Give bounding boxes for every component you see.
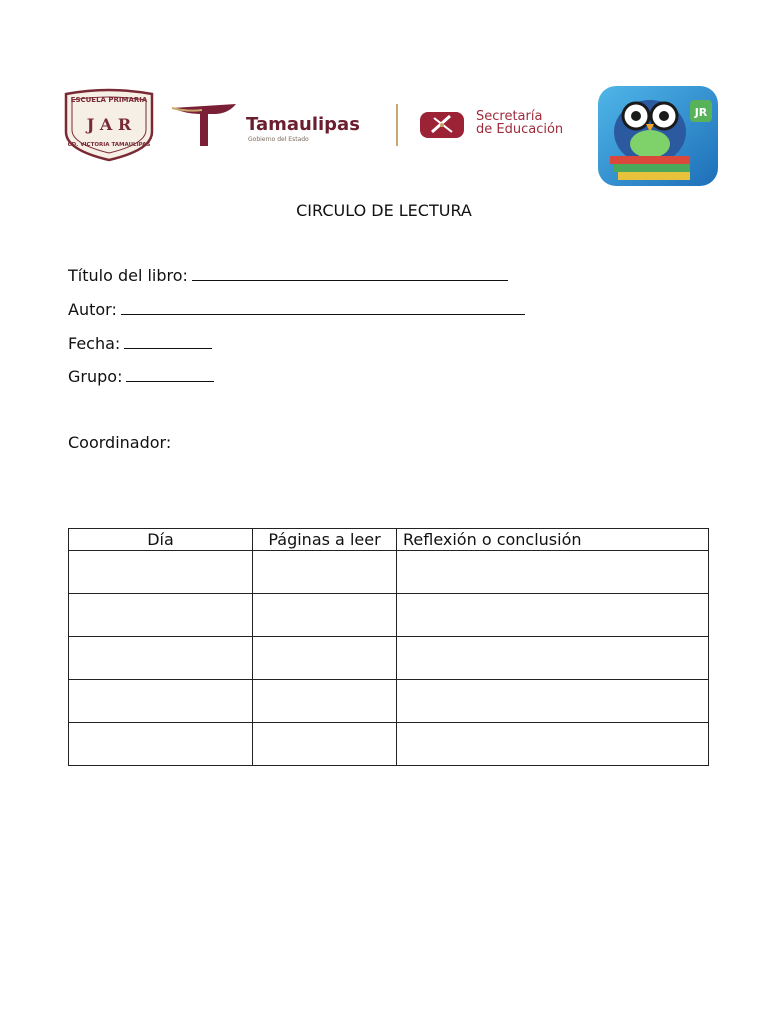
header-reflection: Reflexión o conclusión bbox=[397, 529, 709, 551]
cell-day[interactable] bbox=[69, 680, 253, 723]
table-row bbox=[69, 637, 709, 680]
field-author bbox=[68, 300, 525, 319]
field-author-label: Autor: bbox=[68, 300, 117, 319]
header-pages: Páginas a leer bbox=[253, 529, 397, 551]
secretaria-line2: de Educación bbox=[476, 122, 564, 137]
field-group bbox=[68, 367, 214, 386]
tamaulipas-logo bbox=[170, 100, 380, 150]
cell-reflection[interactable] bbox=[397, 594, 709, 637]
table-header-row bbox=[69, 529, 709, 551]
cell-pages[interactable] bbox=[253, 551, 397, 594]
cell-reflection[interactable] bbox=[397, 680, 709, 723]
cell-pages[interactable] bbox=[253, 594, 397, 637]
reading-schedule-table bbox=[68, 528, 709, 766]
owl-badge-text: JR bbox=[694, 106, 708, 119]
cell-day[interactable] bbox=[69, 594, 253, 637]
coordinator-label: Coordinador: bbox=[68, 433, 172, 452]
group-blank[interactable] bbox=[126, 367, 214, 382]
tamaulipas-subtitle: Gobierno del Estado bbox=[248, 136, 309, 143]
field-book-title bbox=[68, 266, 508, 285]
school-seal-top-text: ESCUELA PRIMARIA bbox=[70, 96, 148, 104]
table-row bbox=[69, 551, 709, 594]
cell-pages[interactable] bbox=[253, 723, 397, 766]
author-blank[interactable] bbox=[121, 300, 525, 315]
cell-pages[interactable] bbox=[253, 680, 397, 723]
field-book-title-label: Título del libro: bbox=[68, 266, 188, 285]
owl-reading-icon bbox=[594, 82, 722, 192]
cell-day[interactable] bbox=[69, 551, 253, 594]
school-seal-icon bbox=[62, 88, 156, 162]
field-date bbox=[68, 334, 212, 353]
secretaria-educacion-logo bbox=[418, 106, 598, 146]
cell-reflection[interactable] bbox=[397, 551, 709, 594]
document-title: CIRCULO DE LECTURA bbox=[296, 201, 472, 220]
tamaulipas-wordmark: Tamaulipas bbox=[246, 114, 360, 135]
book-title-blank[interactable] bbox=[192, 266, 508, 281]
school-seal-initials: J A R bbox=[86, 115, 132, 134]
field-group-label: Grupo: bbox=[68, 367, 123, 386]
table-row bbox=[69, 723, 709, 766]
cell-pages[interactable] bbox=[253, 637, 397, 680]
header-day: Día bbox=[69, 529, 253, 551]
pencil-ruler-icon bbox=[418, 108, 466, 142]
secretaria-line1: Secretaría bbox=[476, 109, 543, 124]
cell-reflection[interactable] bbox=[397, 637, 709, 680]
header-logos bbox=[0, 0, 768, 200]
cell-day[interactable] bbox=[69, 723, 253, 766]
date-blank[interactable] bbox=[124, 334, 212, 349]
logo-divider bbox=[396, 104, 398, 146]
table-row bbox=[69, 680, 709, 723]
school-seal-bottom-text: CD. VICTORIA TAMAULIPAS bbox=[67, 142, 151, 148]
cell-reflection[interactable] bbox=[397, 723, 709, 766]
tamaulipas-t-icon bbox=[170, 100, 240, 150]
cell-day[interactable] bbox=[69, 637, 253, 680]
field-date-label: Fecha: bbox=[68, 334, 121, 353]
table-row bbox=[69, 594, 709, 637]
